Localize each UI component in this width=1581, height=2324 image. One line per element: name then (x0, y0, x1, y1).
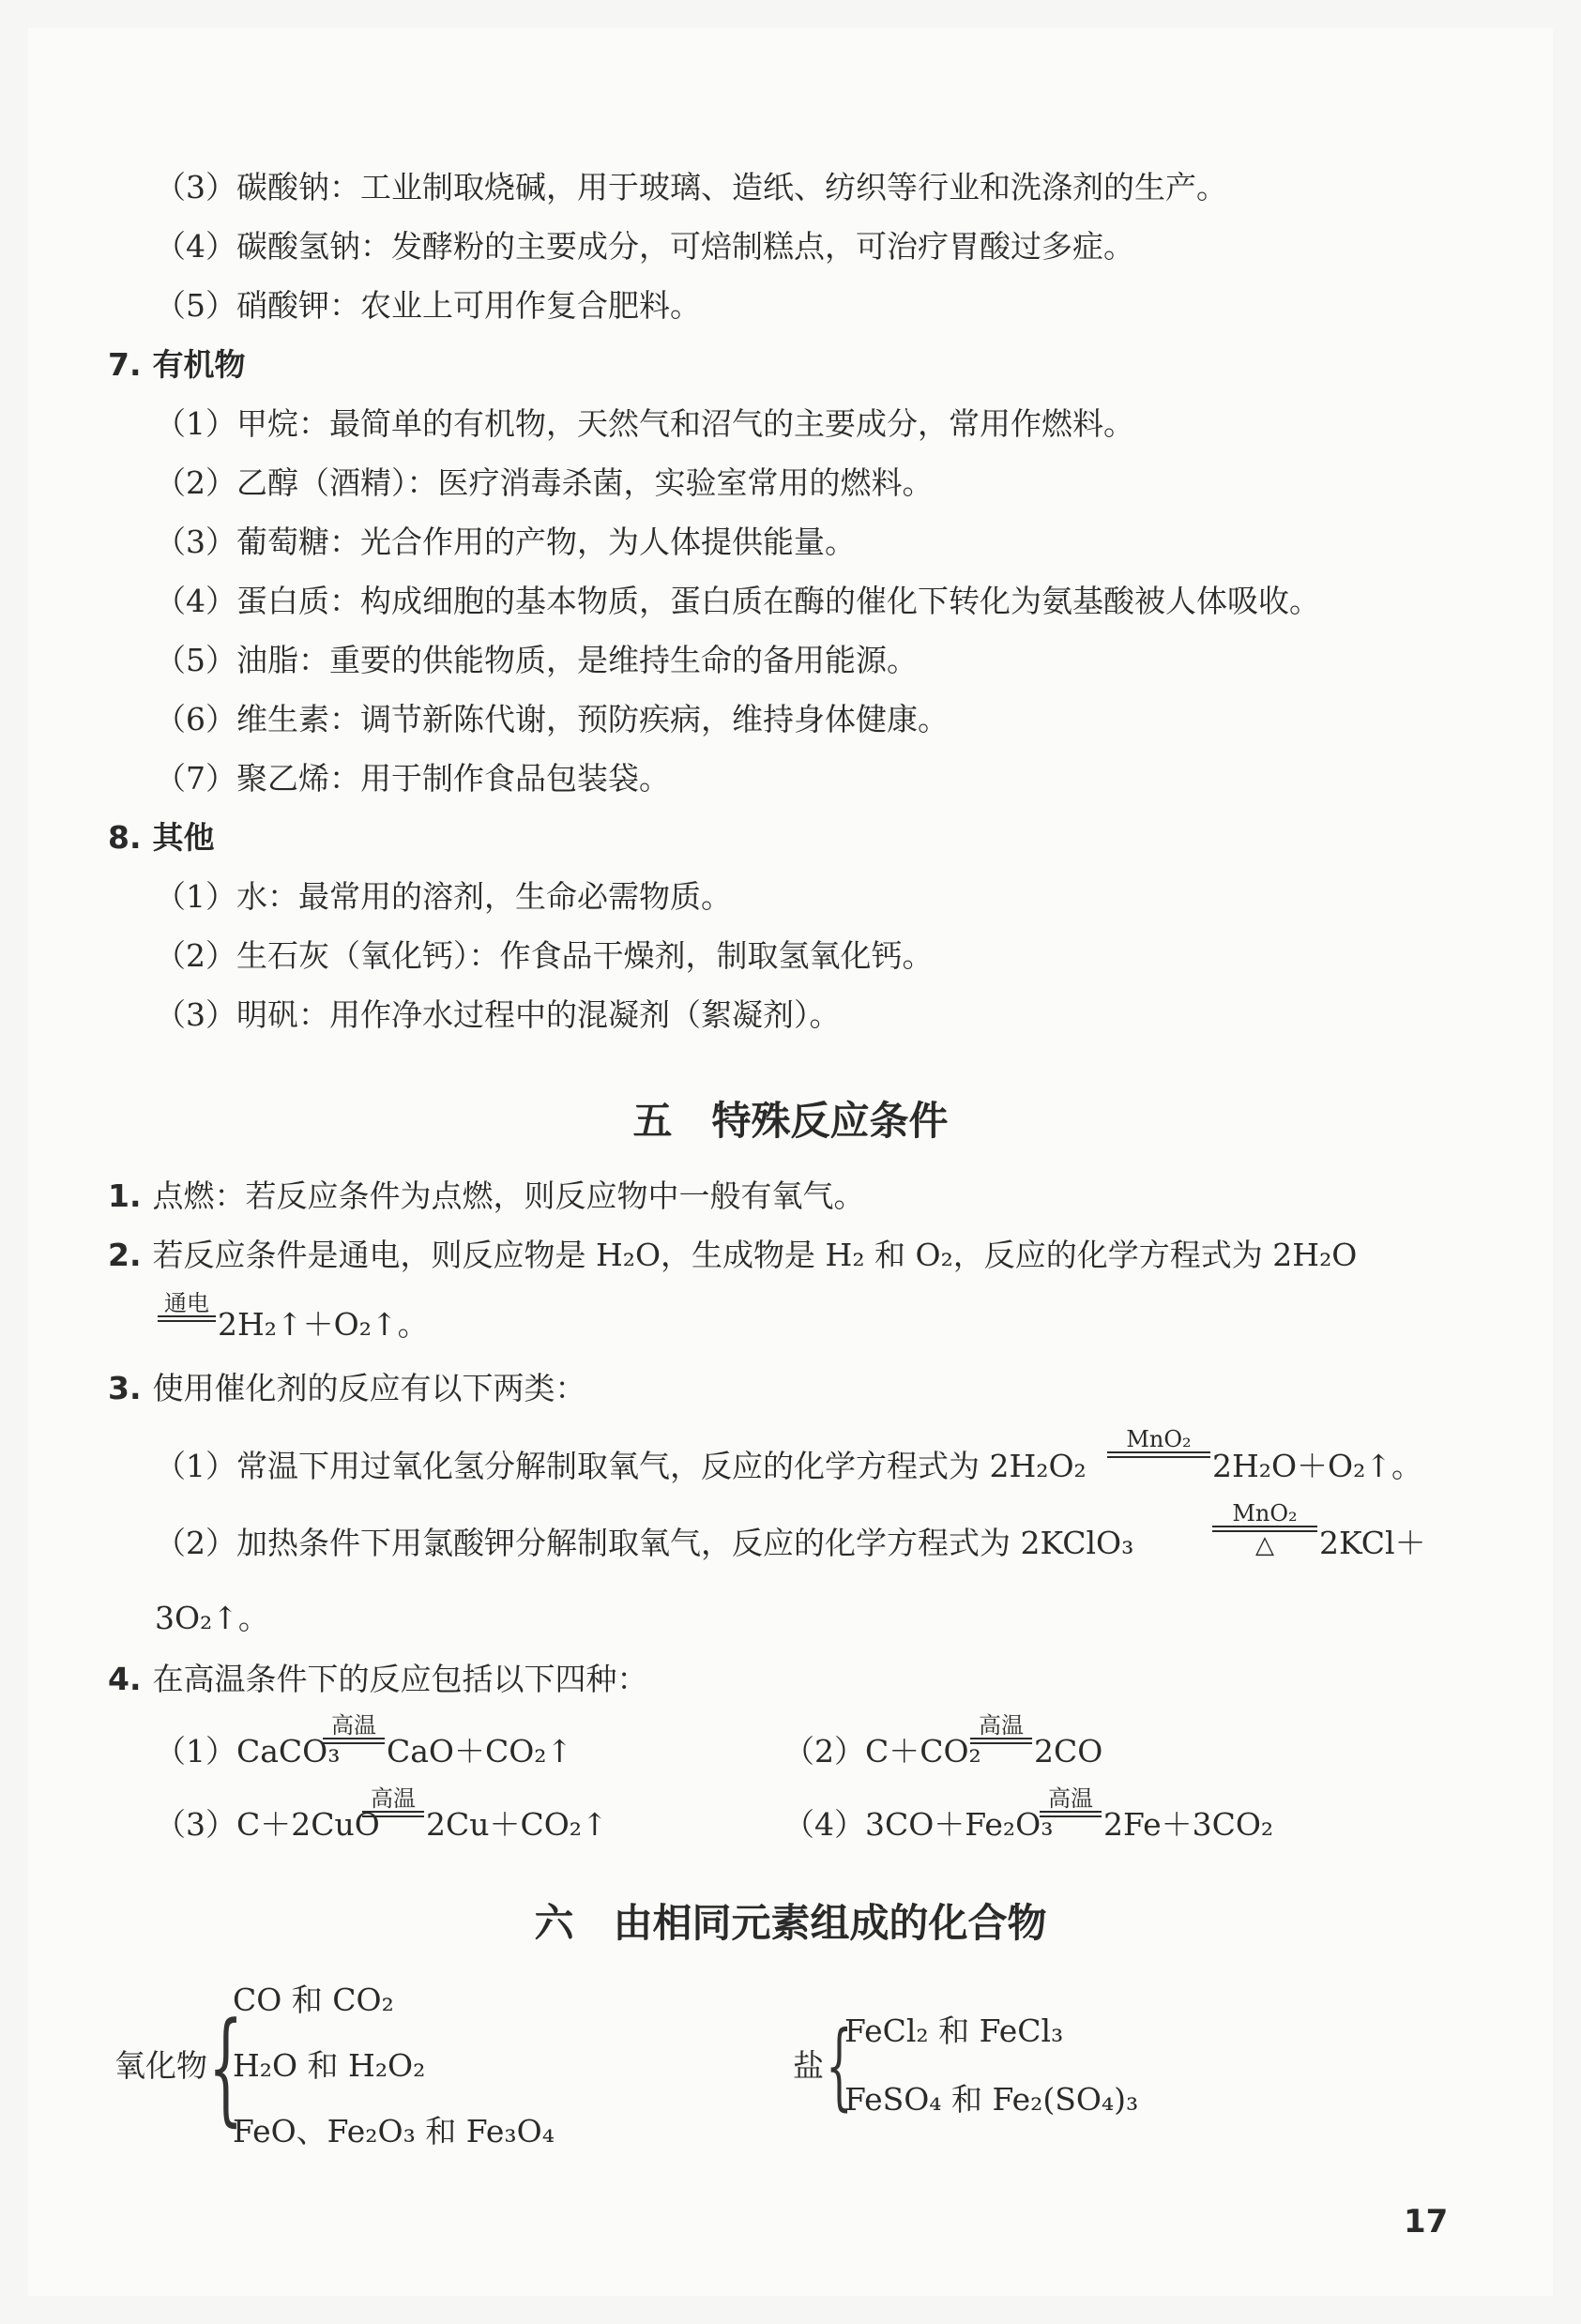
oxides-label: 氧化物 (114, 2047, 207, 2084)
condition-label: MnO₂ (1126, 1426, 1192, 1452)
equation-products: 2KCl＋ (1319, 1525, 1426, 1561)
condition-label: 高温 (371, 1785, 416, 1812)
oxide-pair: H₂O 和 H₂O₂ (233, 2047, 426, 2084)
equals-sign (323, 1738, 385, 1744)
equals-sign (1107, 1451, 1210, 1458)
salts-label: 盐 (793, 2047, 824, 2084)
part5-point-1 (108, 1177, 865, 1215)
salt-pair: FeSO₄ 和 Fe₂(SO₄)₃ (844, 2081, 1139, 2118)
catalyst-reaction-1: （1）常温下用过氧化氢分解制取氧气，反应的化学方程式为 2H₂O₂ (155, 1448, 1087, 1484)
equals-sign (1040, 1811, 1102, 1817)
point-number: 3. (108, 1370, 142, 1406)
reaction-condition-catalyst (1107, 1427, 1210, 1458)
sec8-number: 8. (108, 819, 142, 856)
part6-heading: 六 由相同元素组成的化合物 (534, 1900, 1047, 1946)
reaction-condition-high-temp (970, 1713, 1032, 1744)
equation-products: 2H₂O＋O₂↑。 (1212, 1448, 1422, 1484)
sec8-heading (108, 819, 215, 857)
sec4-item-3: （3）碳酸钠：工业制取烧碱，用于玻璃、造纸、纺织等行业和洗涤剂的生产。 (155, 169, 1227, 205)
condition-label: 高温 (979, 1712, 1024, 1739)
heat-symbol: △ (1255, 1531, 1274, 1559)
reaction-condition-catalyst-heat (1212, 1501, 1317, 1558)
left-brace-icon: { (826, 2011, 853, 2120)
equation-products: 2Fe＋3CO₂ (1103, 1806, 1274, 1843)
equation-products-cont: 3O₂↑。 (155, 1600, 269, 1636)
sec8-item: （1）水：最常用的溶剂，生命必需物质。 (155, 878, 732, 915)
equals-sign (158, 1315, 216, 1322)
reaction-condition-high-temp (1040, 1786, 1102, 1817)
sec8-item: （2）生石灰（氧化钙）：作食品干燥剂，制取氢氧化钙。 (155, 937, 934, 974)
catalyst-reaction-2: （2）加热条件下用氯酸钾分解制取氧气，反应的化学方程式为 2KClO₃ (155, 1525, 1134, 1561)
equals-sign (362, 1811, 424, 1817)
sec7-item: （1）甲烷：最简单的有机物，天然气和沼气的主要成分，常用作燃料。 (155, 405, 1134, 442)
sec7-item: （5）油脂：重要的供能物质，是维持生命的备用能源。 (155, 642, 918, 678)
high-temp-reaction-4: （4）3CO＋Fe₂O₃ (783, 1806, 1054, 1843)
sec7-number: 7. (108, 346, 142, 383)
reaction-condition-high-temp (362, 1786, 424, 1817)
point-text: 点燃：若反应条件为点燃，则反应物中一般有氧气。 (152, 1177, 865, 1214)
sec8-item: （3）明矾：用作净水过程中的混凝剂（絮凝剂）。 (155, 996, 841, 1033)
condition-label: MnO₂ (1232, 1500, 1298, 1527)
high-temp-reaction-3: （3）C＋2CuO (155, 1806, 380, 1843)
point-text: 使用催化剂的反应有以下两类： (152, 1370, 586, 1406)
part5-point-2 (108, 1237, 1357, 1274)
point-number: 4. (108, 1661, 142, 1697)
condition-label: 高温 (331, 1712, 376, 1739)
equation-products: 2CO (1034, 1733, 1103, 1770)
point-number: 1. (108, 1177, 142, 1214)
high-temp-reaction-2: （2）C＋CO₂ (783, 1733, 981, 1770)
sec4-item-5: （5）硝酸钾：农业上可用作复合肥料。 (155, 287, 701, 324)
equation-products: 2Cu＋CO₂↑ (426, 1806, 608, 1843)
salt-pair: FeCl₂ 和 FeCl₃ (844, 2013, 1064, 2049)
sec4-item-4: （4）碳酸氢钠：发酵粉的主要成分，可焙制糕点，可治疗胃酸过多症。 (155, 228, 1134, 265)
high-temp-reaction-1: （1）CaCO₃ (155, 1733, 341, 1770)
sec7-heading (108, 346, 246, 384)
sec7-item: （3）葡萄糖：光合作用的产物，为人体提供能量。 (155, 524, 856, 560)
sec8-title: 其他 (152, 819, 215, 856)
point-text: 在高温条件下的反应包括以下四种： (152, 1661, 648, 1697)
page (28, 28, 1553, 2296)
page-number: 17 (1404, 2203, 1449, 2240)
equation-products: CaO＋CO₂↑ (387, 1733, 573, 1770)
point-number: 2. (108, 1237, 142, 1273)
equation-products: 2H₂↑＋O₂↑。 (218, 1306, 429, 1343)
oxide-pair: FeO、Fe₂O₃ 和 Fe₃O₄ (233, 2113, 555, 2149)
part5-heading: 五 特殊反应条件 (632, 1098, 949, 1144)
reaction-condition-high-temp (323, 1713, 385, 1744)
condition-label: 通电 (164, 1290, 209, 1316)
part5-point-3 (108, 1370, 586, 1407)
sec7-item: （4）蛋白质：构成细胞的基本物质，蛋白质在酶的催化下转化为氨基酸被人体吸收。 (155, 583, 1320, 619)
sec7-item: （6）维生素：调节新陈代谢，预防疾病，维持身体健康。 (155, 701, 949, 737)
sec7-title: 有机物 (152, 346, 246, 383)
left-brace-icon: { (208, 1996, 244, 2138)
sec7-item: （7）聚乙烯：用于制作食品包装袋。 (155, 760, 670, 797)
point-text: 若反应条件是通电，则反应物是 H₂O，生成物是 H₂ 和 O₂，反应的化学方程式为 2H₂O (152, 1237, 1358, 1273)
part5-point-4 (108, 1661, 648, 1698)
equals-sign (970, 1738, 1032, 1744)
sec7-item: （2）乙醇（酒精）：医疗消毒杀菌，实验室常用的燃料。 (155, 464, 934, 501)
condition-label: 高温 (1048, 1785, 1093, 1812)
oxide-pair: CO 和 CO₂ (233, 1982, 394, 2018)
reaction-condition-electrolysis (158, 1291, 216, 1322)
